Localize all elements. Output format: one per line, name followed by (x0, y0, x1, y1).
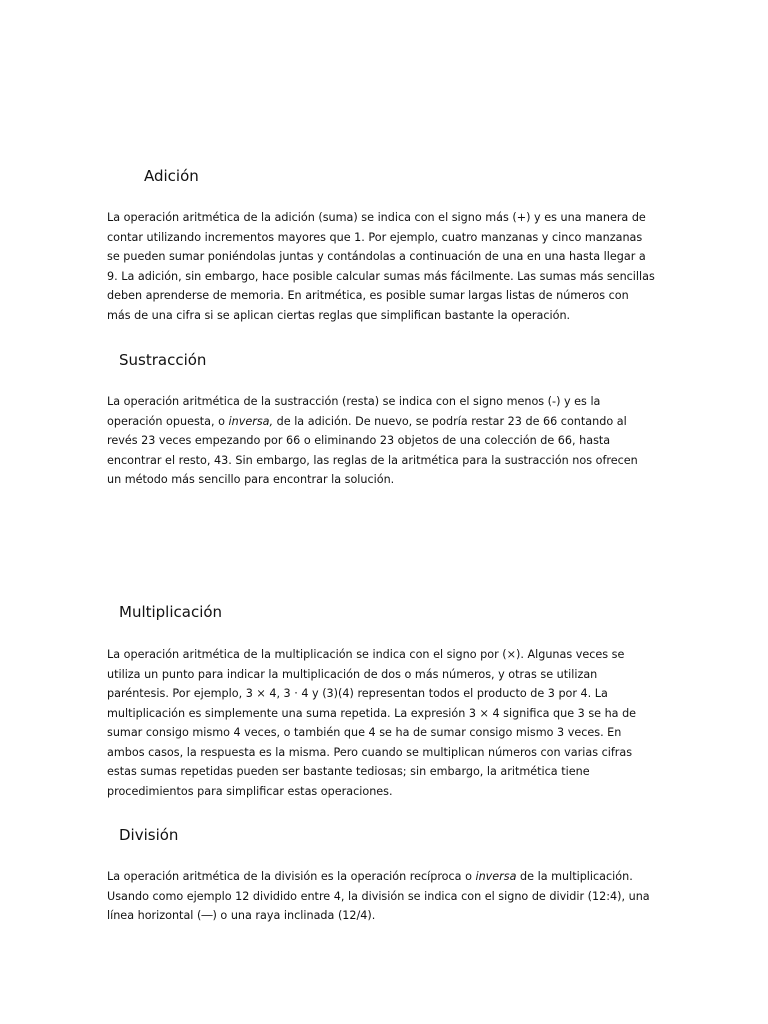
text-line: La operación aritmética de la sustracción (resta) se indica con el signo menos (-) y es la (107, 395, 601, 408)
text-line: línea horizontal (―) o una raya inclinada (12/4). (107, 909, 376, 922)
text-line: estas sumas repetidas pueden ser bastante tediosas; sin embargo, la aritmética tiene (107, 765, 590, 778)
heading-sustraccion: Sustracción (119, 351, 207, 369)
heading-multiplicacion: Multiplicación (119, 603, 223, 621)
text-line: La operación aritmética de la adición (suma) se indica con el signo más (+) y es una manera de (107, 211, 646, 224)
paragraph-division (107, 867, 667, 926)
heading-division: División (119, 826, 179, 844)
text-line (107, 412, 667, 432)
text-segment: La operación aritmética de la división es la operación recíproca o (107, 870, 476, 883)
paragraph-multiplicacion (107, 645, 667, 801)
text-line: se pueden sumar poniéndolas juntas y contándolas a continuación de una en una hasta llegar a (107, 250, 646, 263)
text-line: ambos casos, la respuesta es la misma. Pero cuando se multiplican números con varias cifras (107, 745, 633, 759)
text-line: contar utilizando incrementos mayores que 1. Por ejemplo, cuatro manzanas y cinco manzanas (107, 230, 643, 244)
text-line (107, 867, 667, 887)
text-line: encontrar el resto, 43. Sin embargo, las reglas de la aritmética para la sustracción nos ofrecen (107, 453, 638, 467)
text-line: 9. La adición, sin embargo, hace posible calcular sumas más fácilmente. Las sumas más sencillas (107, 269, 655, 283)
italic-term: inversa (475, 870, 517, 883)
text-segment: de la adición. De nuevo, se podría restar 23 de 66 contando al (273, 414, 627, 428)
italic-term: inversa, (228, 414, 274, 428)
text-segment: operación opuesta, o (107, 414, 229, 428)
paragraph-adicion (107, 208, 667, 325)
paragraph-sustraccion (107, 392, 667, 490)
text-line: sumar consigo mismo 4 veces, o también que 4 se ha de sumar consigo mismo 3 veces. En (107, 726, 622, 739)
text-line: un método más sencillo para encontrar la solución. (107, 473, 395, 486)
text-line: utiliza un punto para indicar la multiplicación de dos o más números, y otras se utilizan (107, 667, 598, 681)
text-line: deben aprenderse de memoria. En aritmética, es posible sumar largas listas de números con (107, 289, 629, 302)
text-line: revés 23 veces empezando por 66 o eliminando 23 objetos de una colección de 66, hasta (107, 434, 611, 447)
text-line: Usando como ejemplo 12 dividido entre 4, la división se indica con el signo de dividir (12:4), una (107, 889, 650, 903)
text-line: La operación aritmética de la multiplicación se indica con el signo por (×). Algunas veces se (107, 648, 625, 661)
text-line: procedimientos para simplificar estas operaciones. (107, 784, 393, 798)
text-line: más de una cifra si se aplican ciertas reglas que simplifican bastante la operación. (107, 308, 571, 322)
heading-adicion: Adición (144, 167, 199, 185)
text-segment: de la multiplicación. (516, 870, 633, 883)
text-line: multiplicación es simplemente una suma repetida. La expresión 3 × 4 significa que 3 se ha de (107, 706, 637, 720)
text-line: paréntesis. Por ejemplo, 3 × 4, 3 · 4 y (3)(4) representan todos el producto de 3 por 4. La (107, 687, 608, 700)
